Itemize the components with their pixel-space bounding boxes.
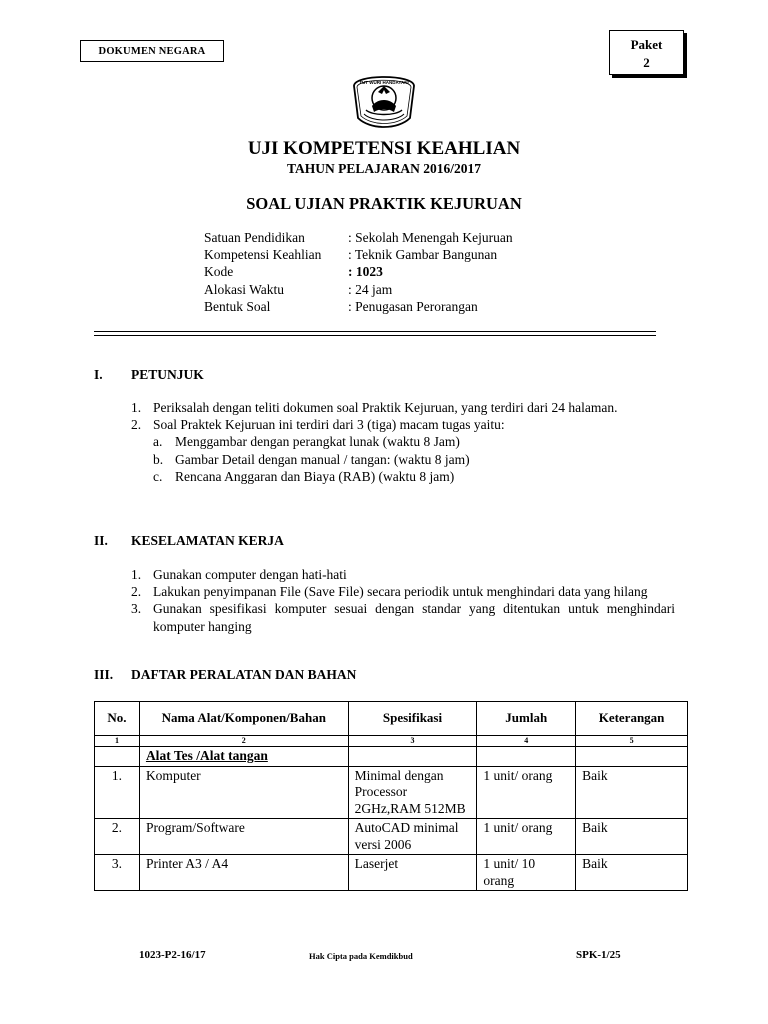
header-keterangan: Keterangan xyxy=(576,702,688,736)
info-row xyxy=(204,298,513,315)
document-classification-label: DOKUMEN NEGARA xyxy=(80,40,224,62)
exam-subtitle: SOAL UJIAN PRAKTIK KEJURUAN xyxy=(246,194,522,213)
logo-motto: TUT WURI HANDAYANI xyxy=(359,80,409,85)
academic-year: TAHUN PELAJARAN 2016/2017 xyxy=(286,161,481,176)
section-title-petunjuk: PETUNJUK xyxy=(131,367,204,382)
table-index-row: 1 2 3 4 5 xyxy=(95,736,688,747)
list-item: 2. Soal Praktek Kejuruan ini terdiri dari 3 (tiga) macam tugas yaitu: xyxy=(131,417,505,433)
section-number: I. xyxy=(94,367,103,382)
exam-info xyxy=(204,229,513,315)
header-no: No. xyxy=(95,702,140,736)
paket-box xyxy=(609,30,684,75)
footer-copyright: Hak Cipta pada Kemdikbud xyxy=(309,951,413,961)
info-value: : Penugasan Perorangan xyxy=(348,298,478,314)
list-item: 1. Periksalah dengan teliti dokumen soal Praktik Kejuruan, yang terdiri dari 24 halaman. xyxy=(131,400,618,415)
divider-top xyxy=(94,331,656,332)
table-group-row xyxy=(95,747,688,767)
info-value-code: : 1023 xyxy=(348,264,383,280)
section-title-keselamatan: KESELAMATAN KERJA xyxy=(131,533,284,548)
info-value: : Teknik Gambar Bangunan xyxy=(348,247,498,263)
table-header-row xyxy=(95,702,688,736)
section-number: II. xyxy=(94,533,108,548)
info-key: Bentuk Soal xyxy=(204,298,271,314)
paket-number: 2 xyxy=(643,55,650,70)
footer-code: 1023-P2-16/17 xyxy=(139,949,206,961)
list-item: 3. Gunakan spesifikasi komputer sesuai dengan standar yang ditentukan untuk menghindari komputer hanging xyxy=(131,601,675,634)
paket-label: Paket xyxy=(630,37,663,52)
table-row: 1. Komputer Minimal dengan Processor 2GHz,RAM 512MB 1 unit/ orang Baik xyxy=(95,766,688,819)
table-row: 3. Printer A3 / A4 Laserjet 1 unit/ 10 orang Baik xyxy=(95,855,688,891)
info-key: Kompetensi Keahlian xyxy=(204,247,322,263)
safety-list xyxy=(131,566,675,635)
header-spesifikasi: Spesifikasi xyxy=(348,702,477,736)
divider-bottom xyxy=(94,335,656,336)
info-key: Alokasi Waktu xyxy=(204,281,285,297)
tut-wuri-handayani-logo xyxy=(348,68,420,132)
table-row: 2. Program/Software AutoCAD minimal versi 2006 1 unit/ orang Baik xyxy=(95,819,688,855)
equipment-table xyxy=(94,701,688,891)
group-label: Alat Tes /Alat tangan xyxy=(145,748,268,763)
info-row xyxy=(204,229,513,246)
exam-title: UJI KOMPETENSI KEAHLIAN xyxy=(247,138,521,159)
info-row xyxy=(204,246,513,263)
info-row xyxy=(204,281,513,298)
list-item: 1. Gunakan computer dengan hati-hati xyxy=(131,567,347,582)
section-title-peralatan: DAFTAR PERALATAN DAN BAHAN xyxy=(131,667,357,682)
sub-list-item: b. Gambar Detail dengan manual / tangan: (waktu 8 jam) xyxy=(153,451,470,467)
footer-page-number: SPK-1/25 xyxy=(576,949,621,961)
header-nama: Nama Alat/Komponen/Bahan xyxy=(139,702,348,736)
info-value: : 24 jam xyxy=(348,281,393,297)
info-row xyxy=(204,263,513,280)
info-key: Satuan Pendidikan xyxy=(204,230,305,245)
info-key: Kode xyxy=(204,264,234,280)
list-item: 2. Lakukan penyimpanan File (Save File) secara periodik untuk menghindari data yang hilang xyxy=(131,584,648,600)
section-number: III. xyxy=(94,667,114,682)
instructions-list xyxy=(131,399,675,485)
sub-list-item: c. Rencana Anggaran dan Biaya (RAB) (waktu 8 jam) xyxy=(153,468,455,484)
info-value: : Sekolah Menengah Kejuruan xyxy=(348,230,513,245)
sub-list-item: a. Menggambar dengan perangkat lunak (waktu 8 Jam) xyxy=(153,434,460,450)
header-jumlah: Jumlah xyxy=(477,702,576,736)
